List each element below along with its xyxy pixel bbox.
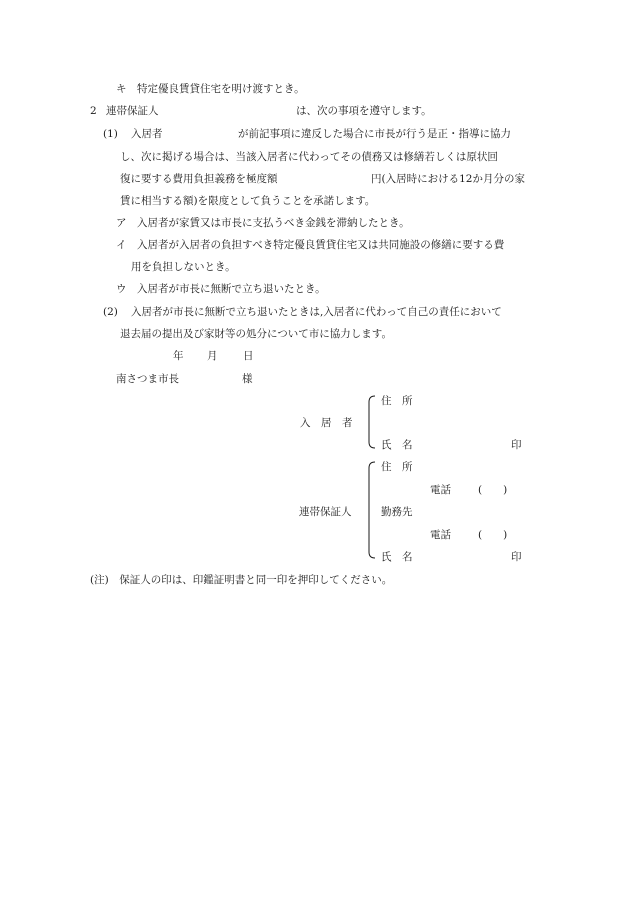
- item-ki: キ 特定優良賃貸住宅を明け渡すとき。: [116, 83, 305, 95]
- resident-name-label: 氏 名: [381, 439, 413, 451]
- guarantor-phone-area-1: ( ): [478, 484, 508, 496]
- item-u: ウ 入居者が市長に無断で立ち退いたとき。: [116, 283, 326, 295]
- date-month: 月: [207, 350, 218, 362]
- section-2-text: は、次の事項を遵守します。: [296, 105, 432, 117]
- guarantor-workplace-label: 勤務先: [381, 506, 413, 518]
- guarantor-label: 連帯保証人: [299, 506, 352, 518]
- para-1-line-4: 賃に相当する額)を限度として負うことを承諾します。: [120, 195, 376, 207]
- guarantor-phone-area-2: ( ): [478, 529, 508, 541]
- date-year: 年: [173, 350, 184, 362]
- para-1-resident: 入居者: [131, 128, 163, 140]
- para-2-line-1: 入居者が市長に無断で立ち退いたときは,入居者に代わって自己の責任において: [131, 306, 502, 318]
- resident-address-label: 住 所: [381, 395, 413, 407]
- guarantor-brace: [364, 460, 378, 560]
- date-day: 日: [243, 350, 254, 362]
- footnote: (注) 保証人の印は、印鑑証明書と同一印を押印してください。: [90, 574, 393, 586]
- para-1-number: (1): [103, 128, 118, 140]
- mayor-honorific: 様: [242, 373, 253, 385]
- guarantor-phone-label-2: 電話: [430, 529, 451, 541]
- item-a: ア 入居者が家賃又は市長に支払うべき金銭を滞納したとき。: [116, 217, 410, 229]
- item-i-line-1: イ 入居者が入居者の負担すべき特定優良賃貸住宅又は共同施設の修繕に要する費: [116, 239, 505, 251]
- mayor-addressee: 南さつま市長: [116, 373, 179, 385]
- resident-brace: [364, 394, 378, 450]
- section-2-number: 2: [90, 105, 97, 117]
- resident-label: 入 居 者: [300, 417, 353, 429]
- guarantor-seal-mark: 印: [511, 551, 522, 563]
- para-2-line-2: 退去届の提出及び家財等の処分について市に協力します。: [120, 328, 392, 340]
- para-2-number: (2): [103, 306, 118, 318]
- guarantor-address-label: 住 所: [381, 461, 413, 473]
- guarantor-phone-label-1: 電話: [430, 484, 451, 496]
- guarantor-name-label: 氏 名: [381, 551, 413, 563]
- para-1-line-3b: 円(入居時における12か月分の家: [371, 173, 525, 185]
- para-1-line-2: し、次に掲げる場合は、当該入居者に代わってその債務又は修繕若しくは原状回: [120, 151, 498, 163]
- para-1-line-3a: 復に要する費用負担義務を極度額: [120, 173, 278, 185]
- item-i-line-2: 用を負担しないとき。: [131, 261, 236, 273]
- resident-seal-mark: 印: [511, 439, 522, 451]
- para-1-line-1: が前記事項に違反した場合に市長が行う是正・指導に協力: [238, 128, 511, 140]
- section-2-guarantor: 連帯保証人: [106, 105, 159, 117]
